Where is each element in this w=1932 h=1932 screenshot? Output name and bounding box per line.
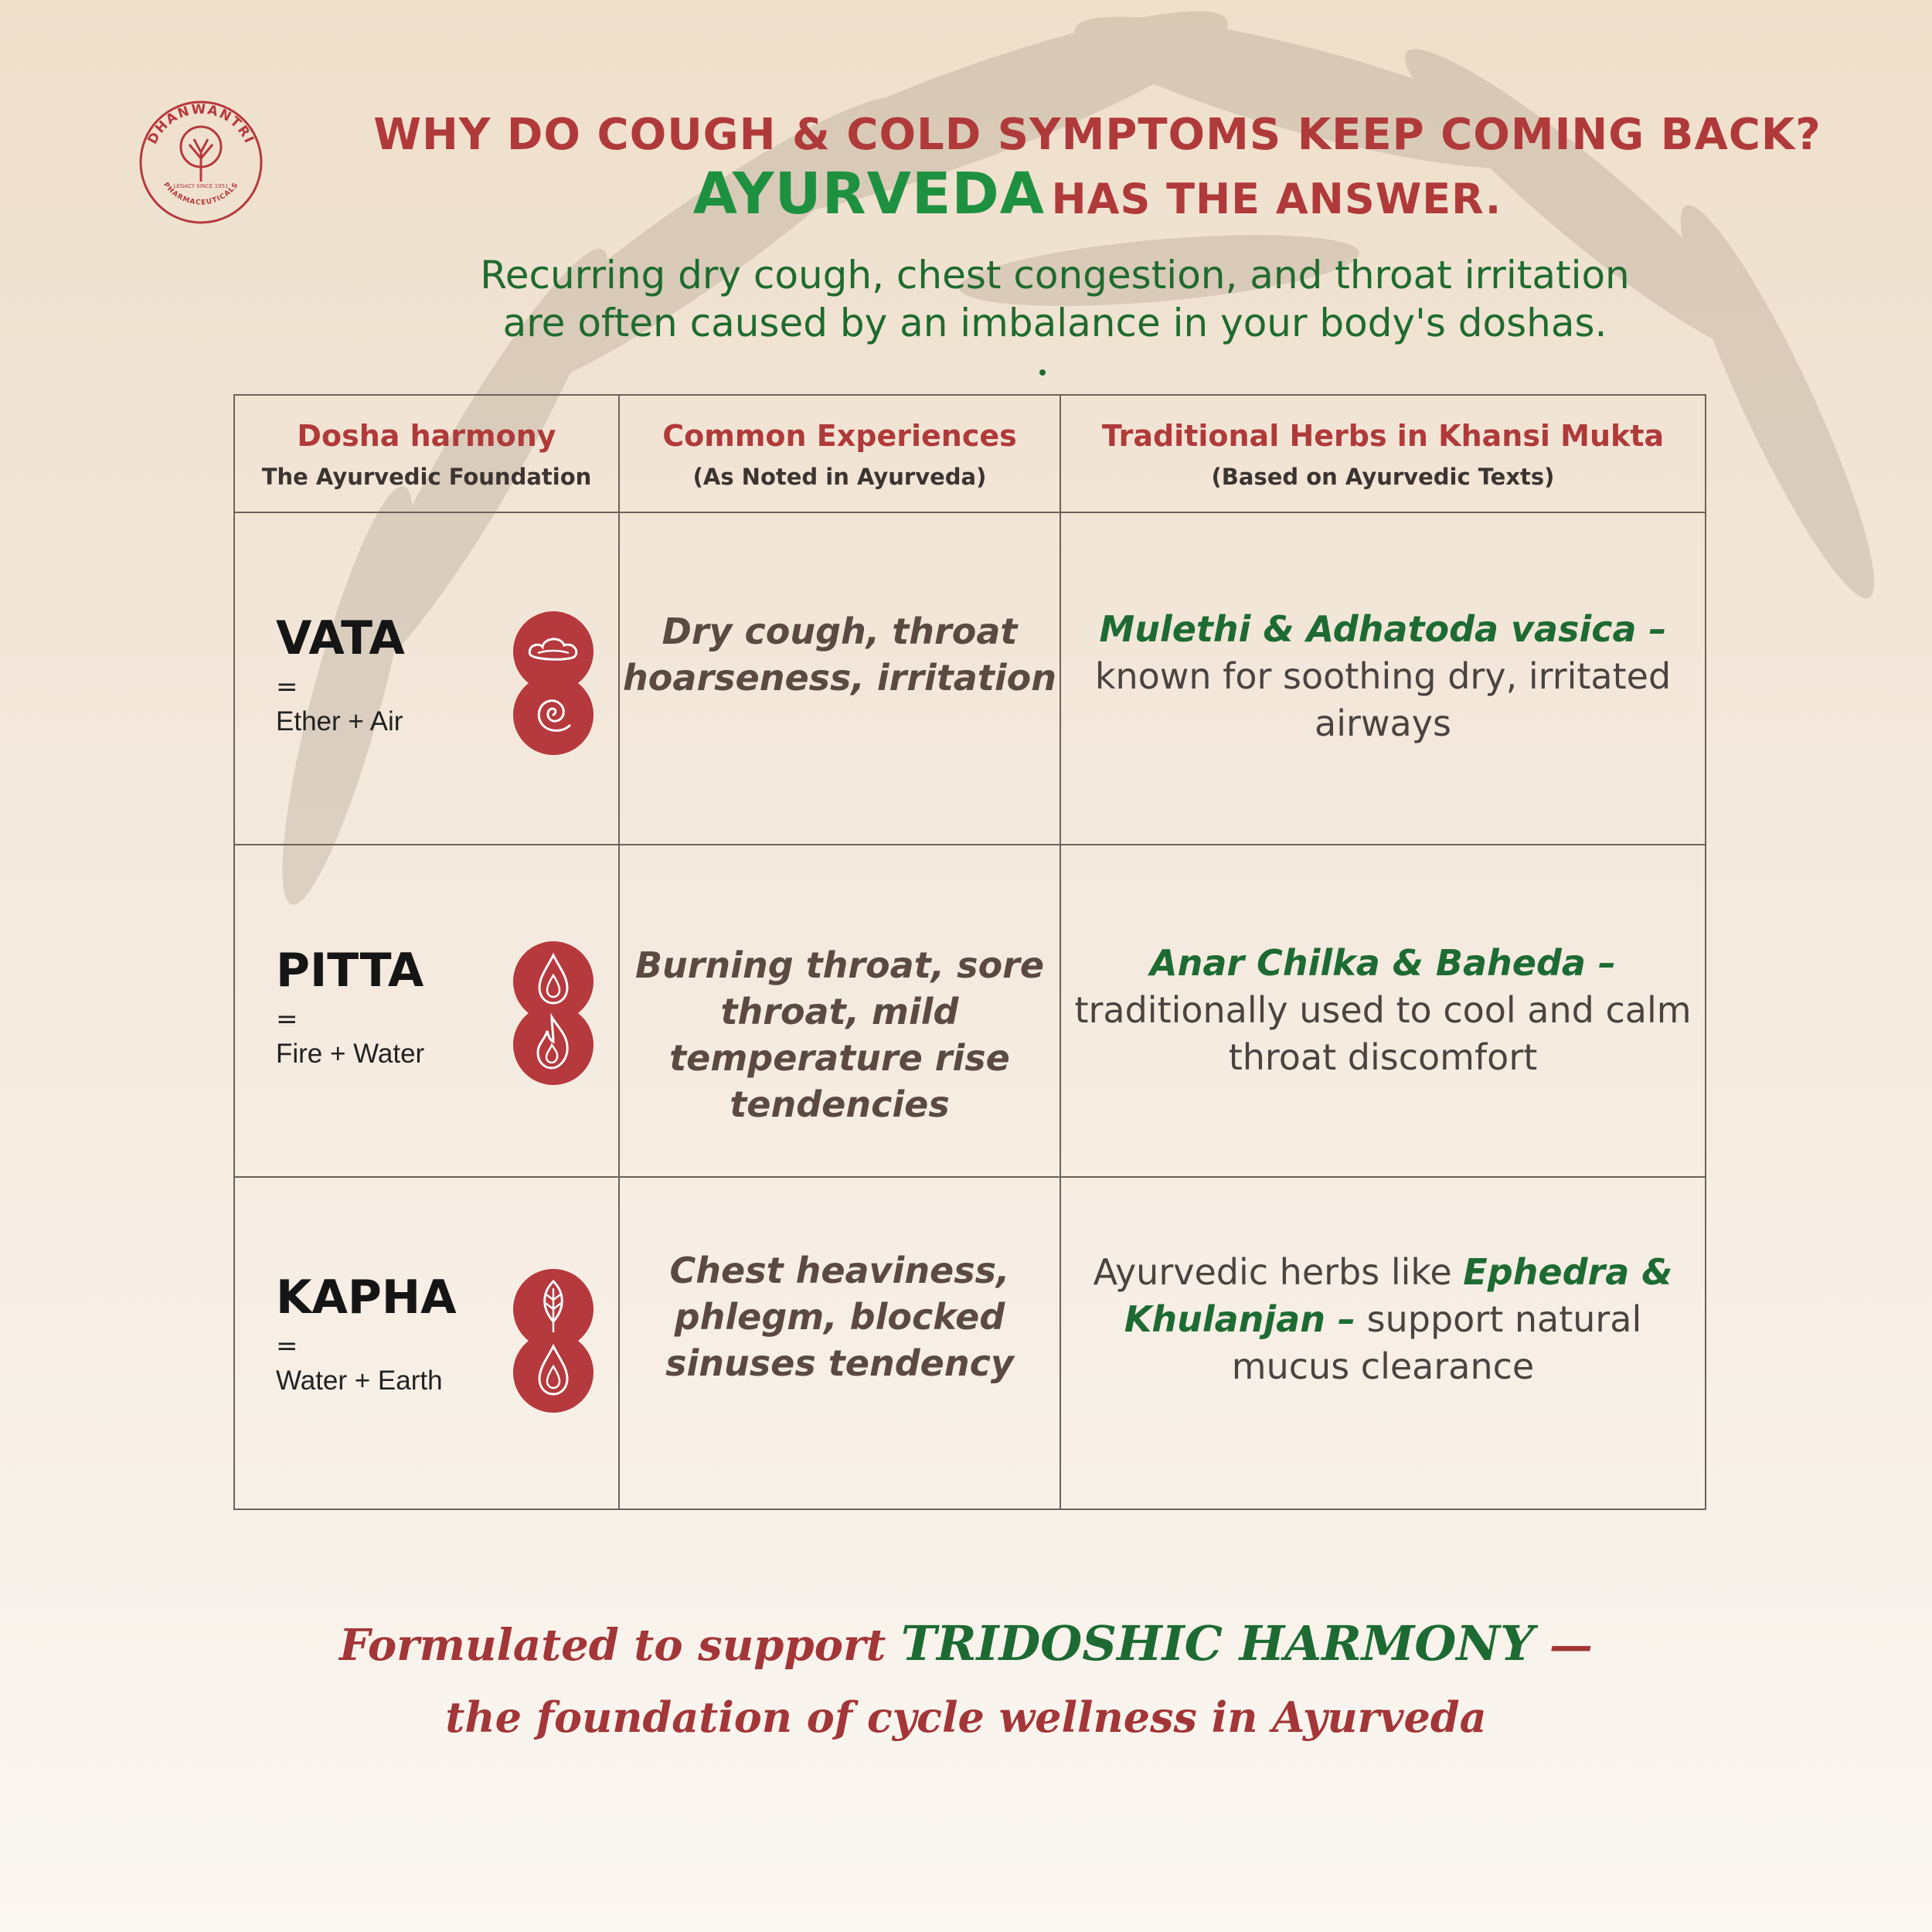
kapha-icons	[513, 1269, 594, 1413]
flame-icon	[513, 1005, 594, 1085]
footer-highlight: TRIDOSHIC HARMONY	[900, 1615, 1535, 1672]
header-herbs-title: Traditional Herbs in Khansi Mukta	[1101, 419, 1665, 453]
footer-line-1	[232, 1615, 1700, 1672]
experience-cell-pitta	[619, 845, 1060, 1177]
experience-text: Dry cough, throat hoarseness, irritation	[623, 611, 1056, 699]
experience-text: Chest heaviness, phlegm, blocked sinuses tendency	[665, 1250, 1014, 1384]
footer-line-2: the foundation of cycle wellness in Ayurveda	[445, 1692, 1487, 1742]
dosha-name: VATA	[276, 611, 405, 665]
headline-ayurveda: AYURVEDA	[692, 161, 1046, 227]
intro-dot	[1039, 369, 1046, 376]
intro-line-2: are often caused by an imbalance in your body's doshas.	[502, 301, 1607, 345]
pitta-icons	[513, 941, 594, 1085]
svg-text:LEGACY SINCE 1951: LEGACY SINCE 1951	[173, 183, 229, 189]
header-herbs-subtitle: (Based on Ayurvedic Texts)	[1211, 464, 1555, 490]
experience-cell-kapha	[619, 1177, 1060, 1509]
vata-icons	[513, 611, 594, 755]
svg-text:DHANWANTRI: DHANWANTRI	[145, 101, 257, 147]
dosha-equals: =	[276, 1004, 298, 1035]
herb-text	[1061, 940, 1705, 1081]
spiral-wind-icon	[513, 675, 594, 755]
dosha-cell-kapha	[234, 1177, 619, 1509]
table-row-pitta	[234, 845, 1706, 1177]
table-row-vata	[234, 512, 1706, 845]
herb-text	[1061, 1249, 1705, 1390]
water-drop-icon	[513, 1332, 594, 1413]
table-row-kapha	[234, 1177, 1706, 1509]
dosha-elements: Fire + Water	[276, 1039, 425, 1069]
headline-answer-rest: HAS THE ANSWER.	[1051, 175, 1502, 223]
experience-cell-vata	[619, 512, 1060, 845]
experience-text: Burning throat, sore throat, mild temperature rise tendencies	[634, 944, 1045, 1125]
dosha-elements: Water + Earth	[276, 1366, 443, 1396]
dosha-cell-pitta	[234, 845, 619, 1177]
footer-suffix: —	[1534, 1620, 1593, 1671]
brand-logo	[135, 97, 267, 228]
herb-description: traditionally used to cool and calm throat discomfort	[1074, 989, 1692, 1078]
herb-description: support natural mucus clearance	[1231, 1298, 1642, 1387]
dosha-equals: =	[276, 672, 298, 702]
herb-name: Mulethi & Adhatoda vasica –	[1099, 608, 1667, 650]
header-experiences-title: Common Experiences	[662, 419, 1017, 453]
header-experiences	[619, 395, 1060, 512]
herb-prefix: Ayurvedic herbs like	[1093, 1251, 1464, 1293]
dosha-equals: =	[276, 1331, 298, 1362]
herb-cell-vata	[1060, 512, 1706, 845]
herb-text	[1061, 606, 1705, 747]
header-dosha-title: Dosha harmony	[297, 419, 556, 453]
dosha-cell-vata	[234, 512, 619, 845]
dosha-name: KAPHA	[276, 1270, 457, 1325]
intro-line-1: Recurring dry cough, chest congestion, and throat irritation	[480, 253, 1630, 298]
header-dosha-subtitle: The Ayurvedic Foundation	[261, 464, 592, 490]
dosha-elements: Ether + Air	[276, 706, 403, 736]
dosha-name: PITTA	[276, 944, 424, 998]
header-dosha	[234, 395, 619, 512]
footer-prefix: Formulated to support	[339, 1620, 901, 1671]
header-herbs	[1060, 395, 1706, 512]
herb-description: known for soothing dry, irritated airways	[1094, 655, 1672, 744]
herb-cell-kapha	[1060, 1177, 1706, 1509]
herb-name: Anar Chilka & Baheda –	[1150, 942, 1616, 984]
dosha-table	[233, 394, 1706, 1510]
headline-answer	[340, 161, 1855, 227]
herb-name: Ephedra & Khulanjan –	[1124, 1251, 1673, 1340]
header-experiences-subtitle: (As Noted in Ayurveda)	[692, 464, 987, 490]
svg-text:PHARMACEUTICALS: PHARMACEUTICALS	[162, 181, 240, 207]
headline-question: WHY DO COUGH & COLD SYMPTOMS KEEP COMING BACK?	[373, 110, 1821, 160]
intro-text	[386, 251, 1723, 347]
herb-cell-pitta	[1060, 845, 1706, 1177]
